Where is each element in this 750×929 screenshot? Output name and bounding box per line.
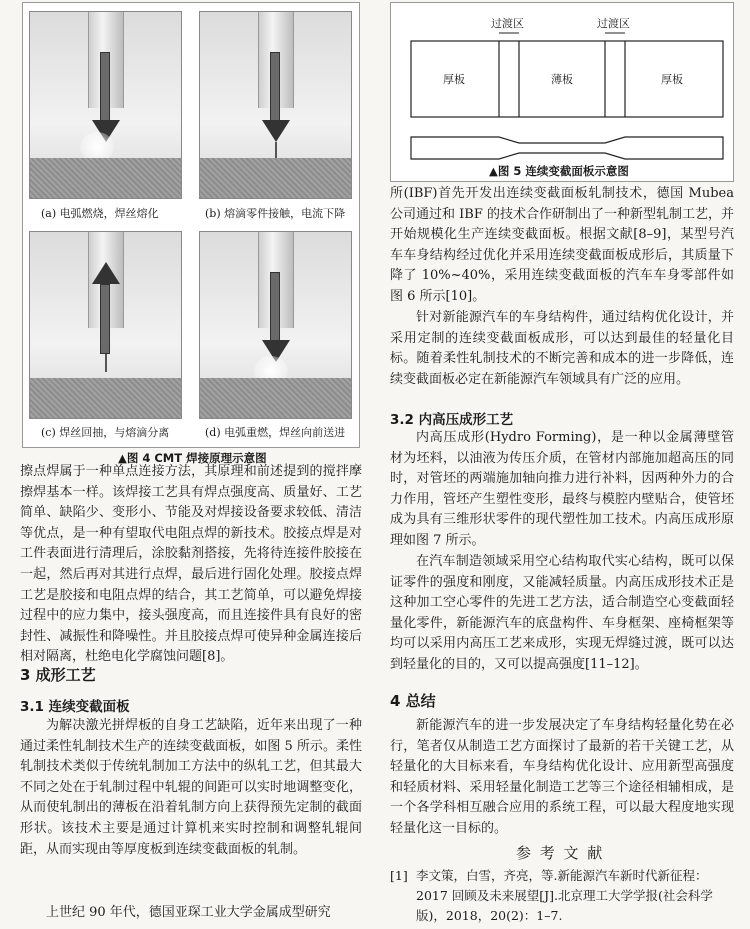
panel-b-image (199, 11, 352, 199)
right-paragraph-1: 所(IBF)首先开发出连续变截面板轧制技术，德国 Mubea 公司通过和 IBF 的技术合作研制出了一种新型轧制工艺，并开始规模化生产连续变截面板。根据文献[8–9]，某型号汽车车身结构经过优化并采用连续变截面板成形后，其质量下降了 10%~40%，采用连续变截面板的汽车车身零部件如图 6 所示[10]。 (390, 186, 734, 304)
reference-1-text: 李文策，白雪，齐亮，等.新能源汽车新时代新征程：2017 回顾及未来展望[J].北京理工大学学报(社会科学版)，2018，20(2)：1–7. (416, 868, 713, 923)
transition-label-1: 过渡区 (491, 17, 524, 30)
panel-d-caption: (d) 电弧重燃，焊丝向前送进 (205, 426, 346, 439)
arrow-head (262, 120, 290, 142)
references-heading: 参 考 文 献 (516, 844, 605, 862)
panel-c-caption: (c) 焊丝回抽，与熔滴分离 (41, 426, 170, 439)
workpiece (30, 378, 181, 418)
panel-a-caption: (a) 电弧燃烧，焊丝熔化 (41, 207, 159, 220)
left-paragraph-3: 上世纪 90 年代，德国亚琛工业大学金属成型研究 (46, 905, 331, 920)
workpiece (200, 158, 351, 198)
workpiece (200, 378, 351, 418)
down-arrow-icon (270, 52, 280, 122)
right-paragraph-4: 在汽车制造领域采用空心结构取代实心结构，既可以保证零件的强度和刚度，又能减轻质量。内高压成形技术正是这种加工空心零件的先进工艺方法，适合制造空心变截面轻量化零件，新能源汽车的底盘构件、车身框架、座椅框架等均可以采用内高压工艺来成形，实现无焊缝过渡，既可以达到轻量化的目的，又可以提高强度[11–12]。 (390, 554, 734, 672)
workpiece (30, 158, 181, 198)
thin-label: 薄板 (551, 73, 573, 86)
right-paragraph-5: 新能源汽车的进一步发展决定了车身结构轻量化势在必行，笔者仅从制造工艺方面探讨了最新的若干关键工艺，从轻量化的大目标来看，车身结构优化设计、应用新型高强度和轻质材料、采用轻量化制造工艺等三个途径相辅相成，是一个各学科相互融合应用的系统工程，可以最大程度地实现轻量化这一目标的。 (390, 718, 734, 836)
panel-a-image (29, 11, 182, 199)
right-paragraph-2: 针对新能源汽车的车身结构件，通过结构优化设计，并采用定制的连续变截面板成形，可以达到最佳的轻量化目标。随着柔性轧制技术的不断完善和成本的进一步降低，连续变截面板必定在新能源汽车领域具有广泛的应用。 (390, 310, 734, 387)
section-3-heading: 3 成形工艺 (20, 666, 96, 684)
thick-label-2: 厚板 (661, 73, 683, 86)
figure-5 (390, 2, 734, 182)
arrow-shaft (100, 284, 110, 354)
thick-label-1: 厚板 (443, 73, 465, 86)
section-3-1-heading: 3.1 连续变截面板 (20, 699, 130, 715)
panel-b-caption: (b) 熔滴零件接触，电流下降 (205, 207, 346, 220)
down-arrow-icon (100, 52, 110, 122)
up-arrow-icon (92, 262, 120, 284)
figure-4 (22, 2, 360, 448)
wire (105, 354, 107, 372)
left-paragraph-1: 擦点焊属于一种单点连接方法，其原理和前述提到的搅拌摩擦焊基本一样。该焊接工艺具有焊点强度高、质量好、工艺简单、缺陷少、变形小、节能及对焊接设备要求较低、清洁等优点，是一种有望取代电阻点焊的新技术。胶接点焊是对工件表面进行清理后，涂胶黏剂搭接，先将待连接件胶接在一起，然后再对其进行点焊，最后进行固化处理。胶接点焊工艺是胶接和电阻点焊的结合，其工艺简单，可以避免焊接过程中的应力集中，接头强度高，而且连接件具有良好的密封性、减振性和降噪性。并且胶接点焊可使异种金属连接后相对隔离，杜绝电化学腐蚀问题[8]。 (20, 464, 362, 665)
left-paragraph-2: 为解决激光拼焊板的自身工艺缺陷，近年来出现了一种通过柔性轧制技术生产的连续变截面板，如图 5 所示。柔性轧制技术类似于传统轧制加工方法中的纵轧工艺，但其最大不同之处在于轧制过程中轧辊的间距可以实时地调整变化，从而使轧制出的薄板在沿着轧制方向上获得预先定制的截面形状。该技术主要是通过计算机来实时控制和调整轧辊间距，从而实现由等厚度板到连续变截面板的轧制。 (20, 718, 362, 857)
down-arrow-icon (270, 272, 280, 342)
reference-1-number: [1] (390, 868, 408, 883)
panel-c-image (29, 231, 182, 419)
section-3-2-heading: 3.2 内高压成形工艺 (390, 412, 514, 428)
section-4-heading: 4 总结 (390, 692, 436, 710)
figure-4-caption: ▲图 4 CMT 焊接原理示意图 (118, 451, 267, 465)
panel-d-image (199, 231, 352, 419)
right-paragraph-3: 内高压成形(Hydro Forming)，是一种以金属薄壁管材为坯料，以油液为传压介质，在管材内部施加超高压的同时，对管坯的两端施加轴向推力进行补料，因两种外力的合力作用，管坯产生塑性变形，最终与模腔内壁贴合，使管坯成为具有三维形状零件的现代塑性加工技术。内高压成形原理如图 7 所示。 (390, 430, 734, 548)
figure-5-caption: ▲图 5 连续变截面板示意图 (489, 164, 629, 178)
transition-label-2: 过渡区 (597, 17, 630, 30)
